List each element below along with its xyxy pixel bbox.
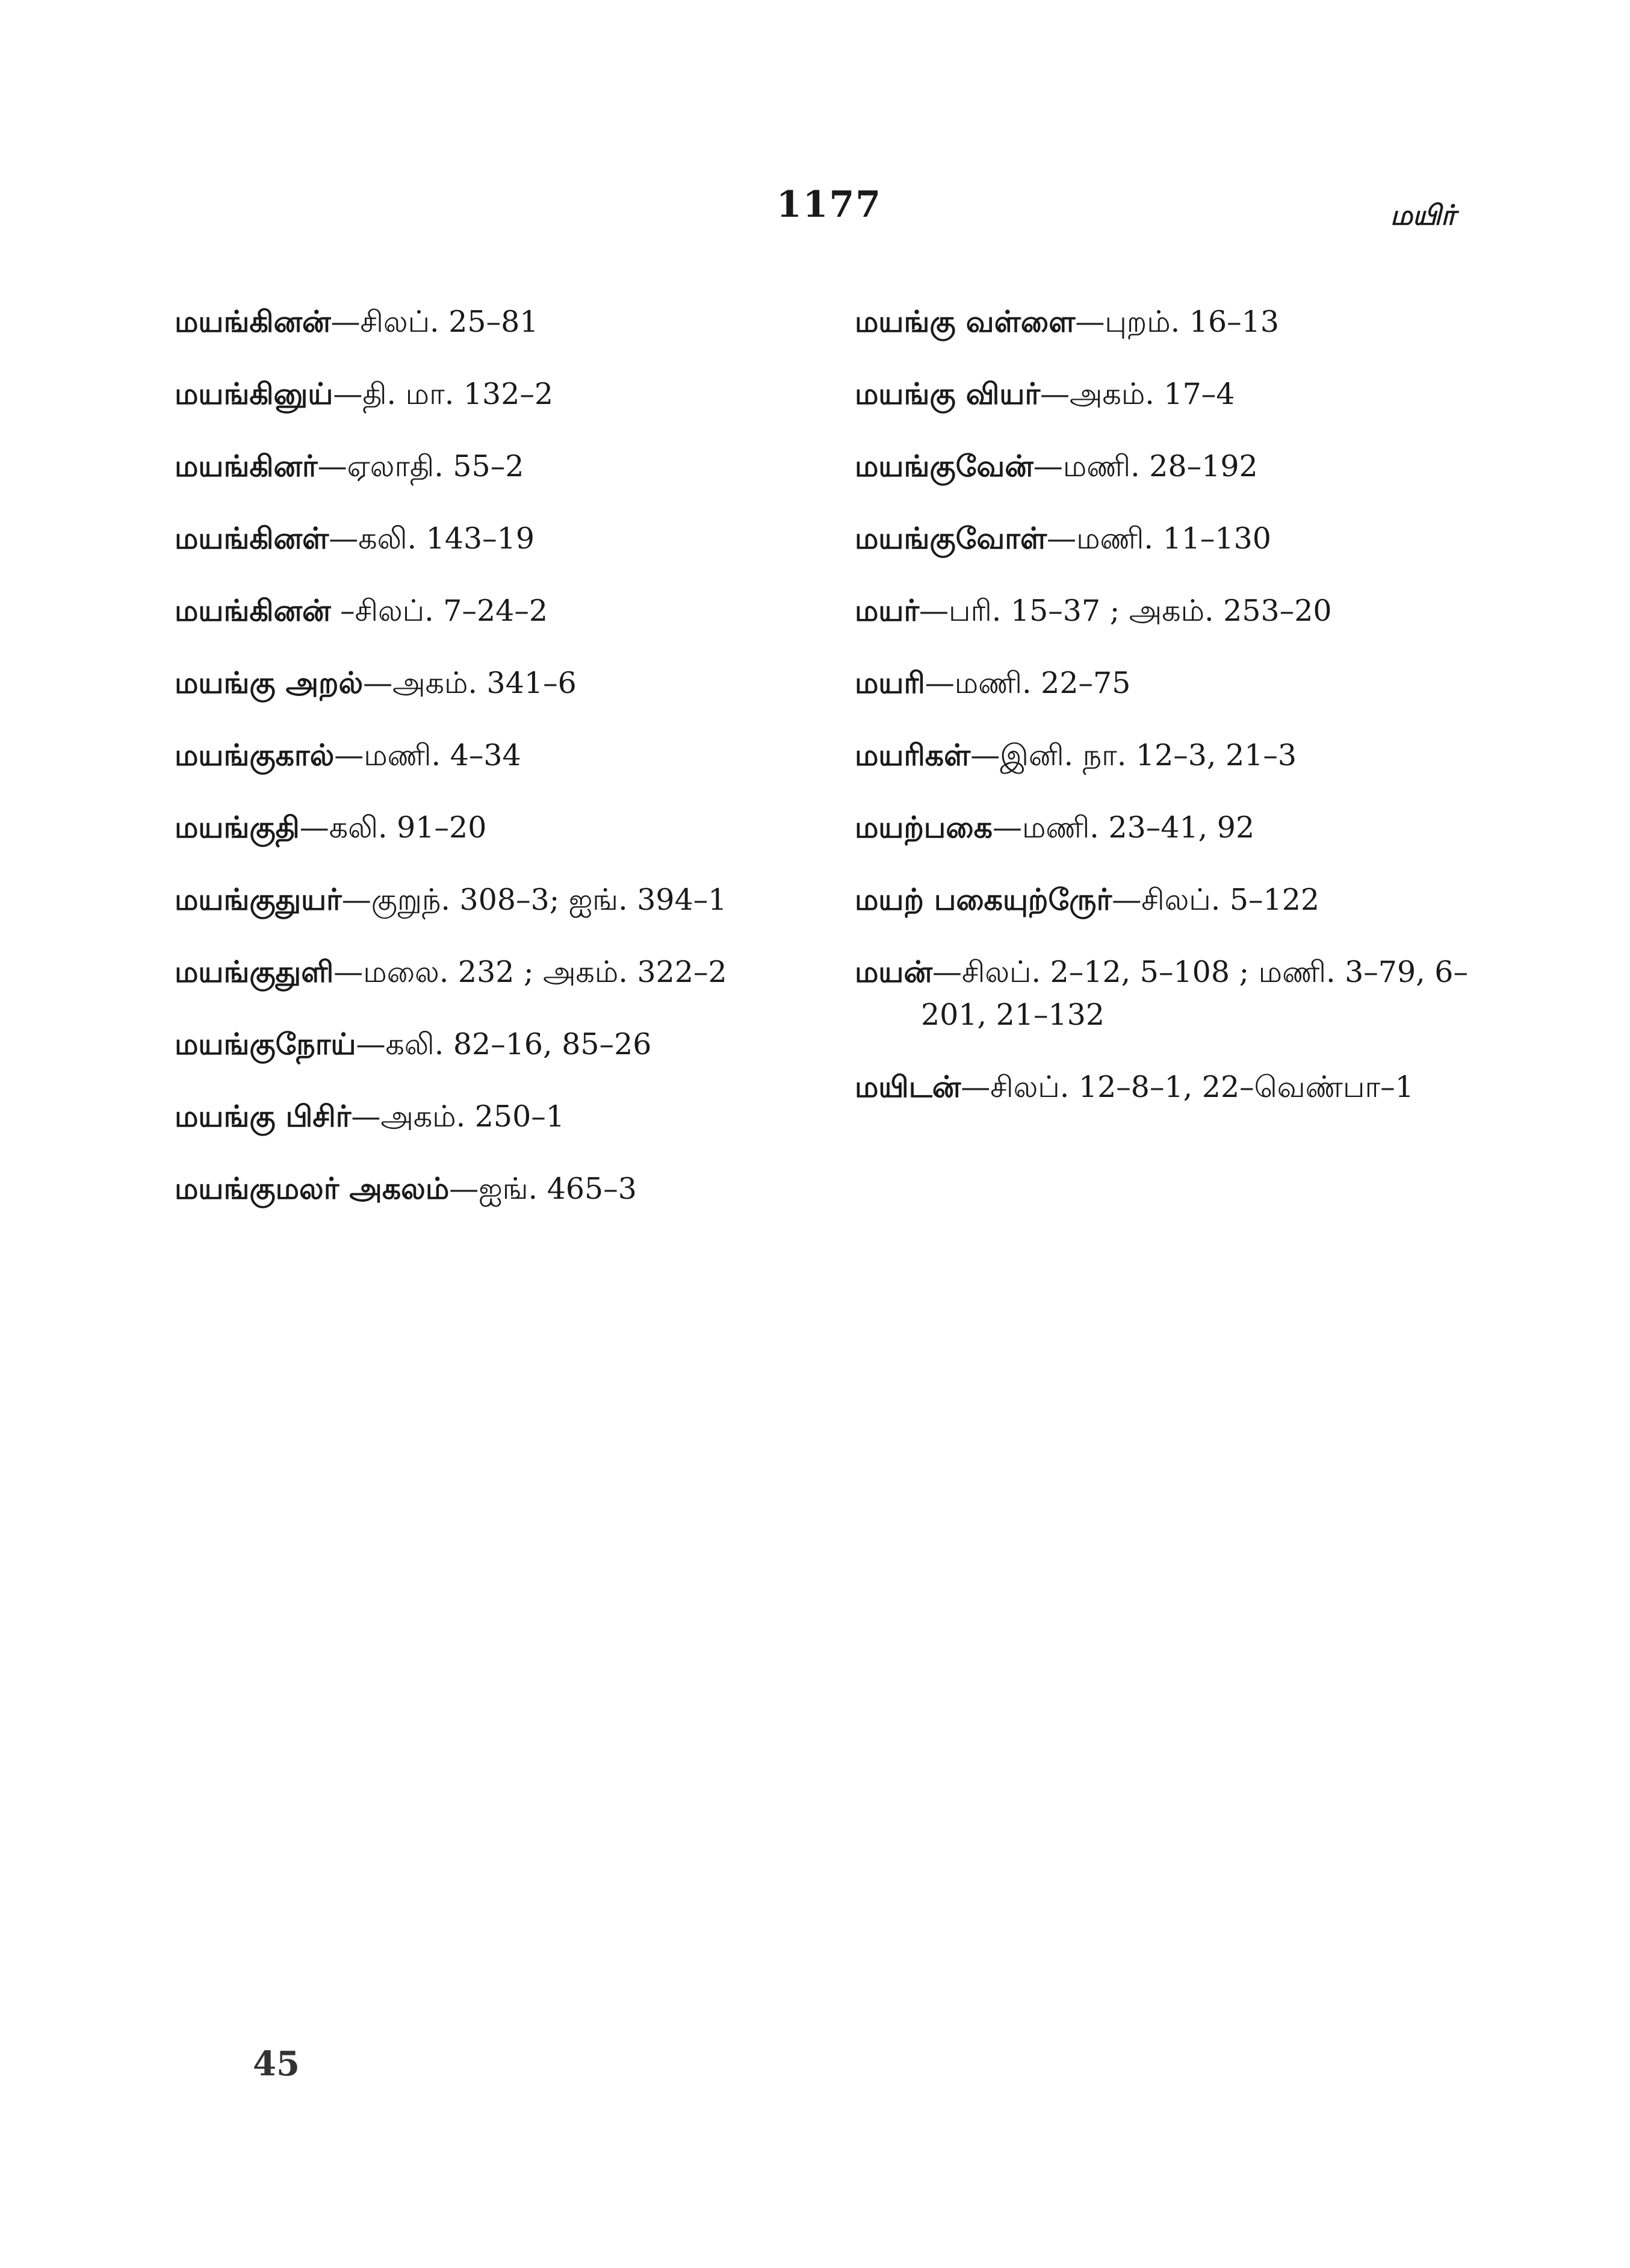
index-entry	[855, 734, 1499, 777]
signature-mark: 45	[253, 2044, 300, 2084]
entry-headword: மயரி	[855, 665, 925, 700]
entry-references: —கலி. 143–19	[329, 521, 535, 556]
index-entry	[175, 373, 819, 415]
entry-references: —மலை. 232 ; அகம். 322–2	[333, 955, 727, 989]
index-entry	[855, 300, 1499, 343]
entry-headword: மயங்கினன்	[175, 593, 331, 628]
index-entry	[175, 1167, 819, 1210]
entry-headword: மயங்குநோய்	[175, 1027, 356, 1061]
entry-headword: மயர்	[855, 593, 920, 628]
index-entry	[175, 445, 819, 488]
index-entry	[175, 734, 819, 777]
entry-headword: மயற் பகையுற்ருேர்	[855, 882, 1112, 917]
index-entry	[855, 951, 1499, 1036]
entry-headword: மயங்கு வள்ளை	[855, 304, 1076, 339]
entry-headword: மயங்கு அறல்	[175, 665, 364, 700]
entry-headword: மயிடன்	[855, 1069, 961, 1104]
entry-headword: மயங்குகால்	[175, 738, 335, 772]
entry-headword: மயங்கினள்	[175, 521, 329, 556]
entry-references: —கலி. 91–20	[299, 810, 487, 845]
entry-references: —குறுந். 308–3; ஐங். 394–1	[341, 883, 727, 917]
entry-headword: மயங்கு பிசிர்	[175, 1099, 352, 1134]
entry-headword: மயங்குவோள்	[855, 521, 1047, 556]
index-entry	[855, 662, 1499, 704]
entry-headword: மயன்	[855, 954, 932, 989]
entry-headword: மயங்குதுயர்	[175, 882, 342, 917]
entry-references: —புறம். 16–13	[1075, 305, 1279, 339]
index-entry	[175, 1095, 819, 1138]
entry-headword: மயங்குதுளி	[175, 954, 334, 989]
left-column	[175, 271, 819, 1226]
index-entry	[855, 589, 1499, 632]
entry-references: —மணி. 22–75	[925, 666, 1131, 700]
entry-references: —தி. மா. 132–2	[333, 377, 554, 411]
entry-references: —இனி. நா. 12–3, 21–3	[970, 738, 1297, 772]
index-entry	[855, 806, 1499, 849]
right-column	[855, 271, 1499, 1124]
entry-references: —அகம். 17–4	[1040, 377, 1235, 411]
index-entry	[175, 589, 819, 632]
entry-references: —சிலப். 12–8–1, 22–வெண்பா–1	[961, 1070, 1414, 1104]
entry-references: —சிலப். 2–12, 5–108 ; மணி. 3–79, 6–201, 21–132	[921, 955, 1468, 1032]
index-entry	[175, 517, 819, 560]
entry-references: —சிலப். 5–122	[1112, 883, 1320, 917]
entry-headword: மயங்குமலர் அகலம்	[175, 1171, 450, 1206]
entry-references: —கலி. 82–16, 85–26	[356, 1027, 652, 1061]
index-entry	[855, 517, 1499, 560]
index-entry	[855, 373, 1499, 415]
index-entry	[175, 878, 819, 921]
index-entry	[855, 1066, 1499, 1108]
entry-references: —அகம். 341–6	[363, 666, 577, 700]
entry-headword: மயங்குவேன்	[855, 449, 1033, 483]
index-entry	[175, 300, 819, 343]
entry-references: —சிலப். 25–81	[330, 305, 539, 339]
entry-headword: மயங்கு வியர்	[855, 376, 1041, 411]
entry-references: —ஏலாதி. 55–2	[317, 449, 524, 483]
entry-headword: மயங்கினன்	[175, 304, 331, 339]
entry-references: —மணி. 11–130	[1047, 521, 1271, 556]
entry-references: —அகம். 250–1	[351, 1099, 565, 1134]
entry-references: —மணி. 4–34	[334, 738, 521, 772]
entry-headword: மயரிகள்	[855, 738, 971, 772]
entry-references: —ஐங். 465–3	[449, 1172, 637, 1206]
index-entry	[855, 878, 1499, 921]
entry-references: —பரி. 15–37 ; அகம். 253–20	[919, 594, 1332, 628]
index-entry	[175, 1023, 819, 1066]
index-entry	[175, 806, 819, 849]
entry-references: —மணி. 23–41, 92	[992, 810, 1255, 845]
page-number: 1177	[776, 184, 882, 226]
entry-headword: மயற்பகை	[855, 810, 993, 845]
entry-headword: மயங்கினர்	[175, 449, 318, 483]
index-entry	[855, 445, 1499, 488]
entry-headword: மயங்கினுய்	[175, 376, 333, 411]
index-entry	[175, 662, 819, 704]
entry-references: —மணி. 28–192	[1033, 449, 1258, 483]
running-head: மயிர்	[1390, 199, 1455, 231]
entry-headword: மயங்குதி	[175, 810, 300, 845]
entry-references: –சிலப். 7–24–2	[330, 594, 548, 628]
index-entry	[175, 951, 819, 993]
